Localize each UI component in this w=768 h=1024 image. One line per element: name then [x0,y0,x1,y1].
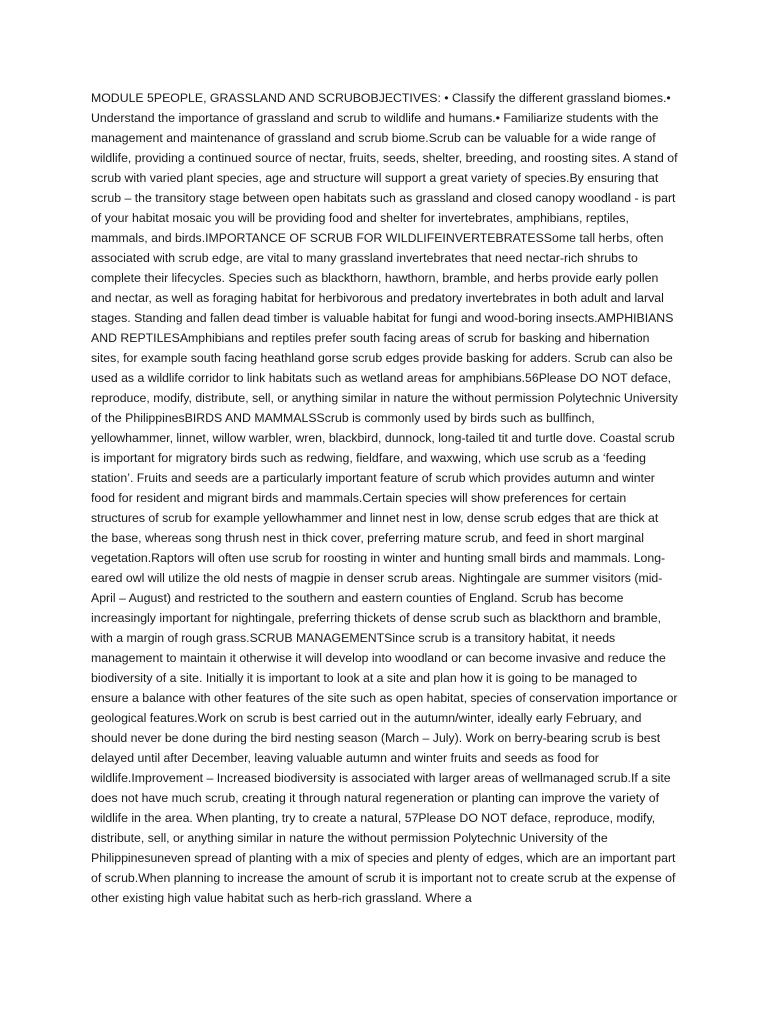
document-body-text: MODULE 5PEOPLE, GRASSLAND AND SCRUBOBJECTIVES: • Classify the different grassland biomes.• Understand the importance of grassland and scrub to wildlife and humans.• Familiarize students with the management and maintenance of grassland and scrub biome.Scrub can be valuable for a wide range of wildlife, providing a continued source of nectar, fruits, seeds, shelter, breeding, and roosting sites. A stand of scrub with varied plant species, age and structure will support a great variety of species.By ensuring that scrub – the transitory stage between open habitats such as grassland and closed canopy woodland - is part of your habitat mosaic you will be providing food and shelter for invertebrates, amphibians, reptiles, mammals, and birds.IMPORTANCE OF SCRUB FOR WILDLIFEINVERTEBRATESSome tall herbs, often associated with scrub edge, are vital to many grassland invertebrates that need nectar-rich shrubs to complete their lifecycles. Species such as blackthorn, hawthorn, bramble, and herbs provide early pollen and nectar, as well as foraging habitat for herbivorous and predatory invertebrates in both adult and larval stages. Standing and fallen dead timber is valuable habitat for fungi and wood-boring insects.AMPHIBIANS AND REPTILESAmphibians and reptiles prefer south facing areas of scrub for basking and hibernation sites, for example south facing heathland gorse scrub edges provide basking for adders. Scrub can also be used as a wildlife corridor to link habitats such as wetland areas for amphibians.56Please DO NOT deface, reproduce, modify, distribute, sell, or anything similar in nature the without permission Polytechnic University of the PhilippinesBIRDS AND MAMMALSScrub is commonly used by birds such as bullfinch, yellowhammer, linnet, willow warbler, wren, blackbird, dunnock, long-tailed tit and turtle dove. Coastal scrub is important for migratory birds such as redwing, fieldfare, and waxwing, which use scrub as a ‘feeding station’. Fruits and seeds are a particularly important feature of scrub which provides autumn and winter food for resident and migrant birds and mammals.Certain species will show preferences for certain structures of scrub for example yellowhammer and linnet nest in low, dense scrub edges that are thick at the base, whereas song thrush nest in thick cover, preferring mature scrub, and feed in short marginal vegetation.Raptors will often use scrub for roosting in winter and hunting small birds and mammals. Long-eared owl will utilize the old nests of magpie in denser scrub areas. Nightingale are summer visitors (mid-April – August) and restricted to the southern and eastern counties of England. Scrub has become increasingly important for nightingale, preferring thickets of dense scrub such as blackthorn and bramble, with a margin of rough grass.SCRUB MANAGEMENTSince scrub is a transitory habitat, it needs management to maintain it otherwise it will develop into woodland or can become invasive and reduce the biodiversity of a site. Initially it is important to look at a site and plan how it is going to be managed to ensure a balance with other features of the site such as open habitat, species of conservation importance or geological features.Work on scrub is best carried out in the autumn/winter, ideally early February, and should never be done during the bird nesting season (March – July). Work on berry-bearing scrub is best delayed until after December, leaving valuable autumn and winter fruits and seeds as food for wildlife.Improvement – Increased biodiversity is associated with larger areas of wellmanaged scrub.If a site does not have much scrub, creating it through natural regeneration or planting can improve the variety of wildlife in the area. When planting, try to create a natural, 57Please DO NOT deface, reproduce, modify, distribute, sell, or anything similar in nature the without permission Polytechnic University of the Philippinesuneven spread of planting with a mix of species and plenty of edges, which are an important part of scrub.When planning to increase the amount of scrub it is important not to create scrub at the expense of other existing high value habitat such as herb-rich grassland. Where a [91,91,678,905]
